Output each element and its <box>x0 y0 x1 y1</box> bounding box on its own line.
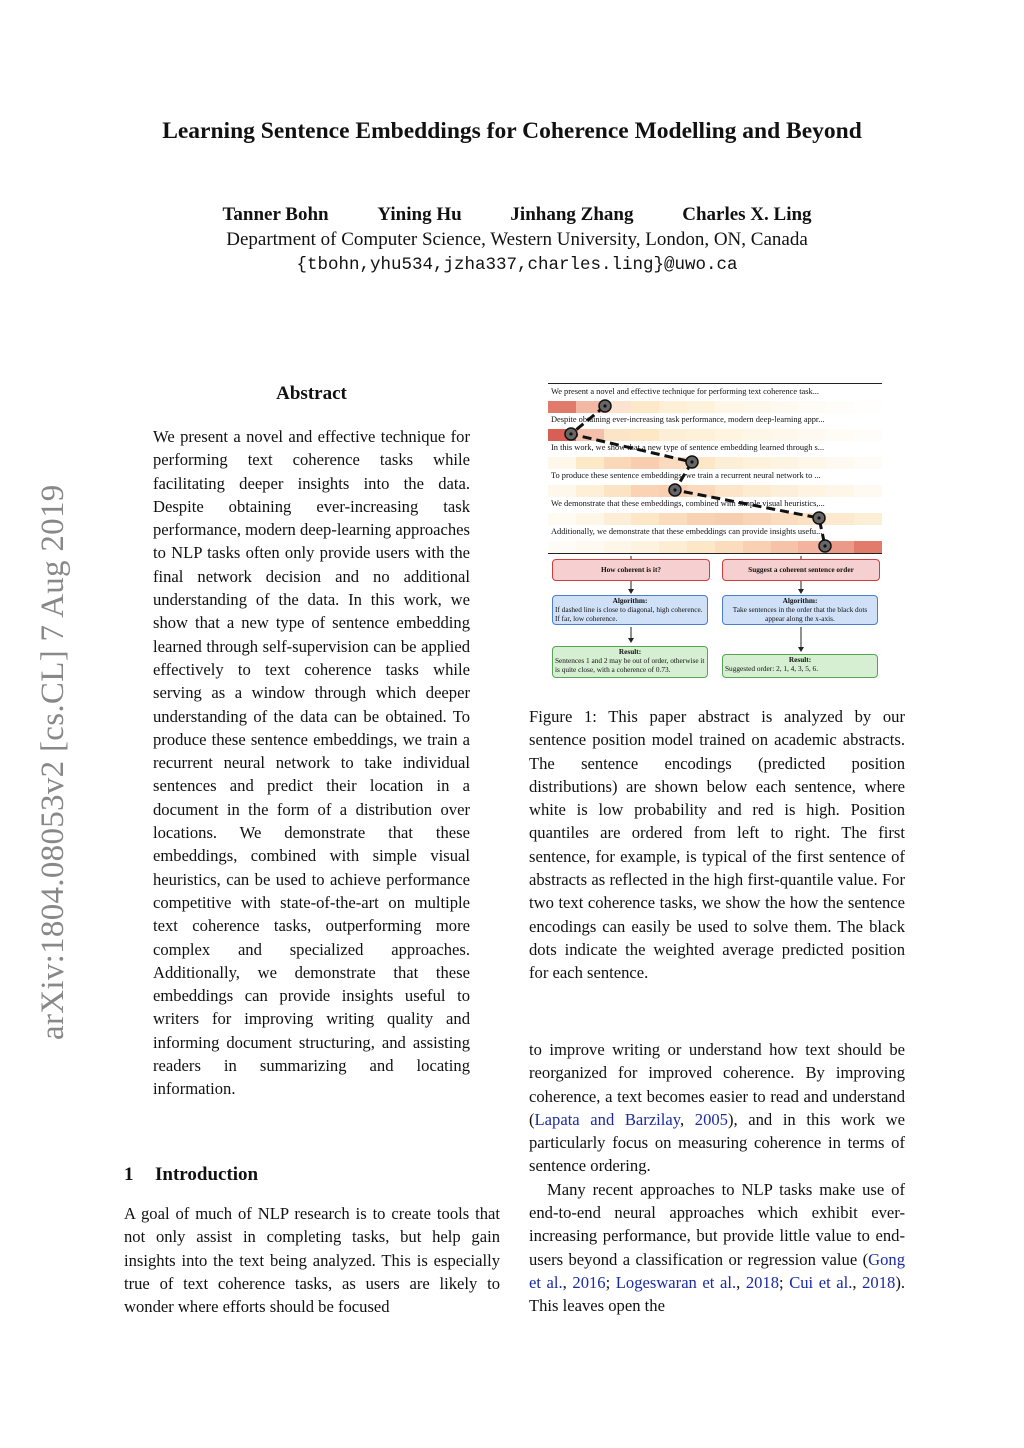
box-text: Take sentences in the order that the black dots appear along the x-axis. <box>732 605 868 623</box>
author-emails <box>0 253 1024 275</box>
position-dot-center <box>673 488 676 491</box>
author-name: Tanner Bohn <box>222 204 329 225</box>
box-label: Result: <box>618 647 642 656</box>
box-text: If dashed line is close to diagonal, high coherence. If far, low coherence. <box>555 605 703 623</box>
box-label: How coherent is it? <box>600 565 662 574</box>
box-text: Suggested order: 2, 1, 4, 3, 5, 6. <box>725 664 819 673</box>
author-name: Jinhang Zhang <box>510 204 634 225</box>
arrow-head <box>628 589 634 594</box>
box-label: Result: <box>788 655 812 664</box>
paper-title: Learning Sentence Embeddings for Coherence Modelling and Beyond <box>162 118 862 144</box>
citation-year-link[interactable]: 2005 <box>694 1109 728 1129</box>
arrow-head <box>798 647 804 652</box>
section-number: 1 <box>124 1164 134 1185</box>
position-dot-center <box>603 404 606 407</box>
sentence-text: We demonstrate that these embeddings, combined with simple visual heuristics,... <box>551 499 825 508</box>
citation-link[interactable]: Logeswaran et al. <box>615 1272 737 1292</box>
position-dot-center <box>823 544 826 547</box>
paragraph <box>529 1178 905 1318</box>
sentence-text: In this work, we show that a new type of sentence embedding learned through s... <box>551 443 825 452</box>
figure-caption: Figure 1: This paper abstract is analyzed by our sentence position model trained on academic abstracts. The sentence encodings (predicted position distributions) are shown below each sentence, where white is low probability and red is high. Position quantiles are ordered from left to right. The first sentence, for example, is typical of the first sentence of abstracts as reflected in the high first-quantile value. For two text coherence tasks, we show the how the sentence encodings can easily be used to solve them. The black dots indicate the weighted average predicted position for each sentence. <box>529 707 905 983</box>
order-question-box <box>722 559 880 581</box>
intro-paragraph: A goal of much of NLP research is to create tools that not only assist in completing tasks, but help gain insights into the text being analyzed. This is especially true of text coherence tasks, as users are likely to wonder where efforts should be focused <box>124 1204 500 1317</box>
abstract-heading: Abstract <box>276 383 347 404</box>
text-run: , <box>562 1272 573 1292</box>
author-name: Yining Hu <box>377 204 462 225</box>
section-heading <box>124 1164 258 1186</box>
citation-link[interactable]: Lapata and Barzilay <box>534 1109 680 1129</box>
arrow-head <box>628 638 634 643</box>
sentence-text: To produce these sentence embeddings, we train a recurrent neural network to ... <box>551 471 821 480</box>
coherence-algorithm-box <box>552 595 708 625</box>
abstract-text: We present a novel and effective technique for performing text coherence tasks while facilitating deeper insights into the data. Despite obtaining ever-increasing task performance, modern deep-learning approaches to NLP tasks often only provide users with the final network decision and no additional understanding of the data. In this work, we show that a new type of sentence embedding learned through self-supervision can be applied effectively to text coherence tasks while serving as a window through which deeper understanding of the data can be obtained. To produce these sentence embeddings, we train a recurrent neural network to take individual sentences and predict their location in a document in the form of a distribution over locations. We demonstrate that these embeddings, combined with simple visual heuristics, can be used to achieve performance competitive with state-of-the-art on multiple text coherence tasks, outperforming more complex and specialized approaches. Additionally, we demonstrate that these embeddings can provide insights useful to writers for improving writing quality and informing document structuring, and assisting readers in summarizing and locating information. <box>153 427 470 1099</box>
coherence-question-box <box>552 559 710 581</box>
text-run: ), and in this work we particularly focus on measuring coherence in terms of sentence ordering. <box>529 1109 905 1176</box>
email-domain: @uwo.ca <box>664 255 738 275</box>
text-run: to improve writing or understand how text should be reorganized for improved coherence. By improving coherence, a text becomes easier to read and understand ( <box>529 1040 905 1129</box>
arxiv-identifier: arXiv:1804.08053v2 [cs.CL] 7 Aug 2019 <box>35 484 71 1040</box>
citation-year-link[interactable]: 2018 <box>745 1272 779 1292</box>
paragraph <box>529 1038 905 1178</box>
box-label: Suggest a coherent sentence order <box>748 565 854 574</box>
arrow-head <box>798 589 804 594</box>
coherence-result-box <box>552 646 708 678</box>
position-dot-center <box>690 460 693 463</box>
box-label: Algorithm: <box>612 596 648 605</box>
citation-link[interactable]: Gong et al. <box>529 1249 905 1292</box>
text-run: ; <box>605 1272 616 1292</box>
coherence-dashed-line <box>571 406 825 546</box>
email-users: {tbohn,yhu534,jzha337,charles.ling} <box>296 255 665 275</box>
citation-link[interactable]: Cui et al. <box>789 1272 853 1292</box>
order-algorithm-box <box>722 595 878 625</box>
position-dot-center <box>569 432 572 435</box>
position-dots-overlay <box>548 378 882 684</box>
sentence-text: We present a novel and effective technique for performing text coherence task... <box>551 387 819 396</box>
position-dot-center <box>817 516 820 519</box>
affiliation: Department of Computer Science, Western University, London, ON, Canada <box>226 229 808 250</box>
figure-1 <box>548 378 882 684</box>
text-run: , <box>852 1272 863 1292</box>
text-run: ; <box>779 1272 790 1292</box>
author-list <box>0 204 1024 226</box>
author-name: Charles X. Ling <box>682 204 812 225</box>
box-text: Sentences 1 and 2 may be out of order, otherwise it is quite close, with a coherence of 0.73. <box>555 656 705 674</box>
sentence-text: Despite obtaining ever-increasing task performance, modern deep-learning appr... <box>551 415 825 424</box>
sentence-text: Additionally, we demonstrate that these embeddings can provide insights usefu... <box>551 527 823 536</box>
text-run: ). This leaves open the <box>529 1272 905 1316</box>
citation-year-link[interactable]: 2016 <box>572 1272 606 1292</box>
order-result-box <box>722 654 878 678</box>
section-title: Introduction <box>155 1164 259 1185</box>
right-column-text <box>529 1038 905 1318</box>
text-run: , <box>680 1109 695 1129</box>
citation-year-link[interactable]: 2018 <box>862 1272 896 1292</box>
text-run: , <box>736 1272 746 1292</box>
box-label: Algorithm: <box>782 596 818 605</box>
text-run: Many recent approaches to NLP tasks make use of end-to-end neural approaches which exhibit ever-increasing performance, but provide little value to end-users beyond a classification or regression value ( <box>529 1179 905 1269</box>
